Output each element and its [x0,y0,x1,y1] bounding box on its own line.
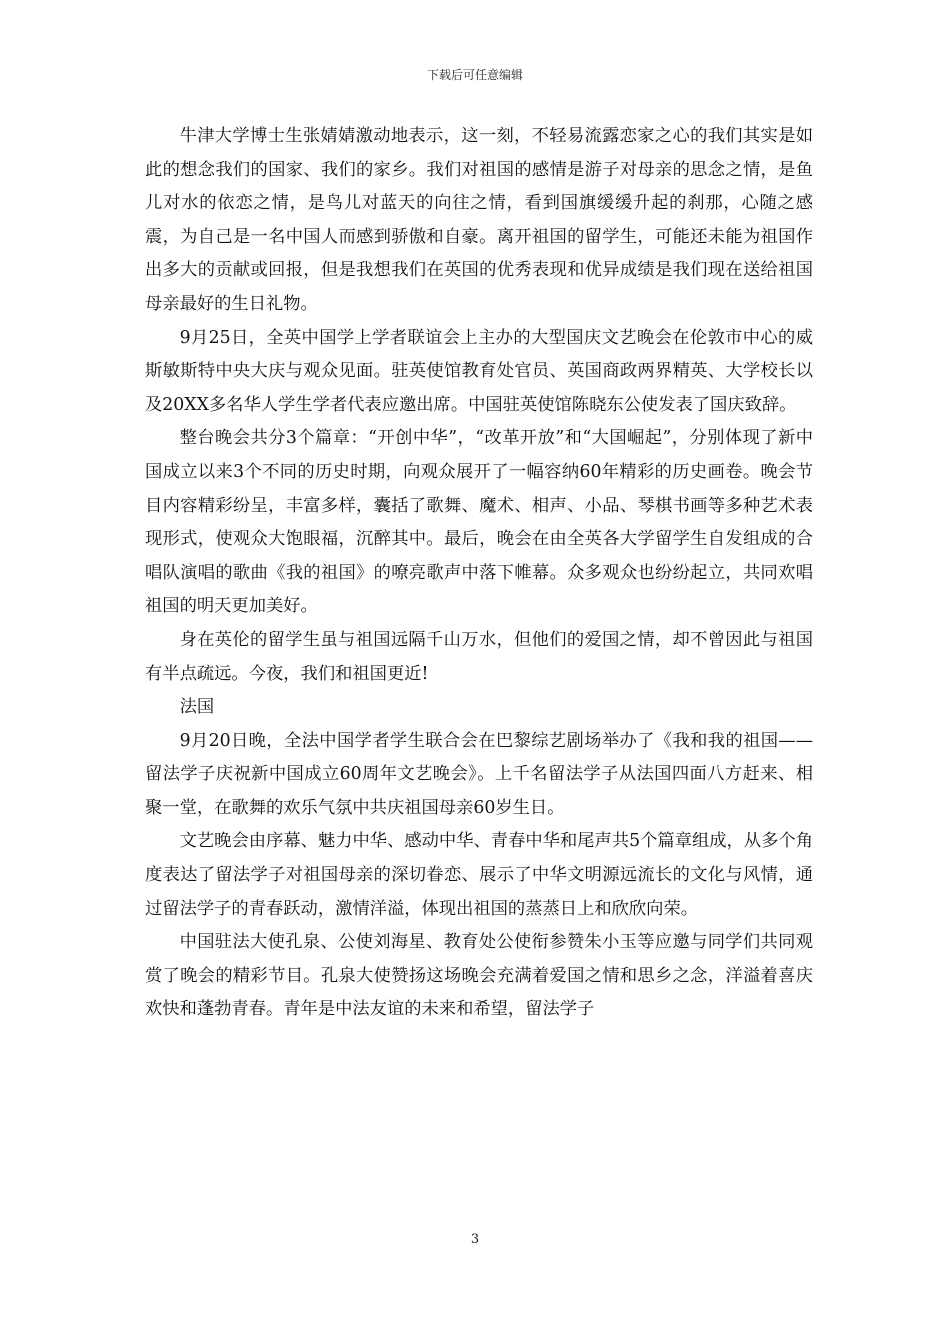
paragraph-oxford-quote: 牛津大学博士生张婧婧激动地表示，这一刻，不轻易流露恋家之心的我们其实是如此的想念我们的国家、我们的家乡。我们对祖国的感情是游子对母亲的思念之情，是鱼儿对水的依恋之情，是鸟儿对蓝天的向往之情，看到国旗缓缓升起的刹那，心随之感震，为自己是一名中国人而感到骄傲和自豪。离开祖国的留学生，可能还未能为祖国作出多大的贡献或回报，但是我想我们在英国的优秀表现和优异成绩是我们现在送给祖国母亲最好的生日礼物。 [145,126,813,314]
paragraph-uk-gala: 9月25日，全英中国学上学者联谊会上主办的大型国庆文艺晚会在伦敦市中心的威斯敏斯特中央大庆与观众见面。驻英使馆教育处官员、英国商政两界精英、大学校长以及20XX多名华人学生学者代表应邀出席。中国驻英使馆陈晓东公使发表了国庆致辞。 [145,327,813,415]
paragraph-france-ambassador: 中国驻法大使孔泉、公使刘海星、教育处公使衔参赞朱小玉等应邀与同学们共同观赏了晚会的精彩节目。孔泉大使赞扬这场晚会充满着爱国之情和思乡之念，洋溢着喜庆欢快和蓬勃青春。青年是中法友谊的未来和希望，留法学子 [145,932,813,1020]
page-header-note: 下载后可任意编辑 [426,68,523,82]
paragraph-uk-program: 整台晚会共分3个篇章：“开创中华”，“改革开放”和“大国崛起”，分别体现了新中国成立以来3个不同的历史时期，向观众展开了一幅容纳60年精彩的历史画卷。晚会节目内容精彩纷呈，丰富多样，囊括了歌舞、魔术、相声、小品、琴棋书画等多种艺术表现形式，使观众大饱眼福，沉醉其中。最后，晚会在由全英各大学留学生自发组成的合唱队演唱的歌曲《我的祖国》的嘹亮歌声中落下帷幕。众多观众也纷纷起立，共同欢唱祖国的明天更加美好。 [145,428,813,617]
paragraph-uk-closing: 身在英伦的留学生虽与祖国远隔千山万水，但他们的爱国之情，却不曾因此与祖国有半点疏远。今夜，我们和祖国更近! [145,629,813,684]
paragraph-france-program: 文艺晚会由序幕、魅力中华、感动中华、青春中华和尾声共5个篇章组成，从多个角度表达了留法学子对祖国母亲的深切眷恋、展示了中华文明源远流长的文化与风情，通过留法学子的青春跃动，激情洋溢，体现出祖国的蒸蒸日上和欣欣向荣。 [145,831,813,919]
page-number: 3 [470,1232,480,1247]
document-body [145,120,813,1027]
section-heading-france: 法国 [179,697,215,718]
paragraph-france-gala: 9月20日晚，全法中国学者学生联合会在巴黎综艺剧场举办了《我和我的祖国——留法学子庆祝新中国成立60周年文艺晚会》。上千名留法学子从法国四面八方赶来、相聚一堂，在歌舞的欢乐气氛中共庆祖国母亲60岁生日。 [145,730,813,818]
